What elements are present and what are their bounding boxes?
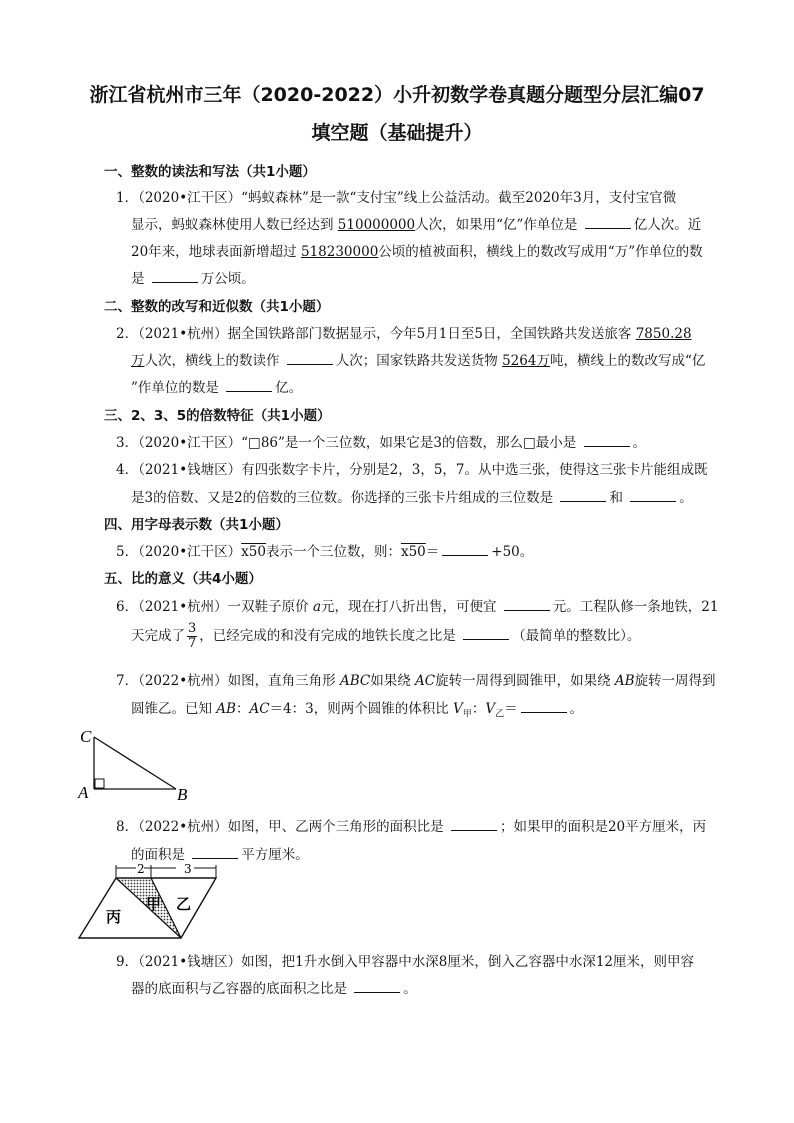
- segment-label-3: 3: [184, 864, 192, 876]
- q2-underlined-number-2: 5264万: [502, 353, 550, 369]
- q6-blank-2[interactable]: [463, 627, 509, 640]
- section-heading-1: 一、整数的读法和写法（共1小题）: [104, 164, 316, 180]
- q7-line2: 圆锥乙。已知 AB：AC＝4：3，则两个圆锥的体积比 $V_甲$：$V_乙=$ 。: [131, 701, 584, 720]
- q7-triangle-figure: [74, 724, 204, 804]
- region-label-jia: 甲: [146, 895, 162, 913]
- q8-parallelogram-figure: [76, 864, 226, 944]
- q8-line2: 的面积是 平方厘米。: [131, 847, 309, 863]
- q2-line1: 2．（2021•杭州）据全国铁路部门数据显示，今年5月1日至5日，全国铁路共发送旅客 7850.28: [116, 326, 692, 342]
- q4-line1: 4．（2021•钱塘区）有四张数字卡片，分别是2，3，5，7。从中选三张，使得这三张卡片能组成既: [116, 462, 708, 478]
- section-heading-5: 五、比的意义（共4小题）: [104, 571, 262, 587]
- q2-line2: 万人次，横线上的数读作 人次；国家铁路共发送货物 5264万吨，横线上的数改写成“亿: [131, 353, 706, 369]
- q1-line1: 1．（2020•江干区）“蚂蚁森林”是一款“支付宝”线上公益活动。截至2020年3月，支付宝官微: [116, 190, 677, 206]
- vertex-label-b: B: [177, 785, 188, 804]
- q2-line3: ”作单位的数是 亿。: [131, 380, 303, 396]
- q8-blank-1[interactable]: [451, 818, 497, 831]
- q8-blank-2[interactable]: [192, 846, 238, 859]
- doc-title-line2: 填空题（基础提升）: [311, 122, 483, 144]
- q5-line1: 5．（2020•江干区）x50表示一个三位数，则：x50＝ +50。: [116, 544, 534, 560]
- q3-blank[interactable]: [584, 434, 630, 447]
- q6-fraction: $\frac{3}{7}$: [188, 621, 197, 651]
- q1-blank-1[interactable]: [585, 216, 631, 229]
- q8-line1: 8．（2022•杭州）如图，甲、乙两个三角形的面积比是 ；如果甲的面积是20平方厘米，丙: [116, 819, 707, 835]
- q9-line1: 9．（2021•钱塘区）如图，把1升水倒入甲容器中水深8厘米，倒入乙容器中水深12厘米，则甲容: [116, 954, 695, 970]
- q2-underlined-number: 7850.28: [635, 326, 692, 342]
- q3-line1: 3．（2020•江干区）“□86”是一个三位数，如果它是3的倍数，那么□最小是 。: [116, 435, 647, 451]
- q1-underlined-number-2: 518230000: [300, 244, 379, 260]
- q4-blank-1[interactable]: [560, 489, 606, 502]
- section-heading-2: 二、整数的改写和近似数（共1小题）: [104, 299, 330, 315]
- q1-line4: 是 万公顷。: [131, 271, 255, 287]
- q4-blank-2[interactable]: [630, 489, 676, 502]
- region-label-bing: 丙: [106, 908, 122, 926]
- q5-blank[interactable]: [442, 543, 488, 556]
- q1-line2: 显示，蚂蚁森林使用人数已经达到 510000000人次，如果用“亿”作单位是 亿人次。近: [131, 217, 702, 233]
- q7-line1: 7．（2022•杭州）如图，直角三角形 ABC如果绕 AC旋转一周得到圆锥甲，如果绕 AB旋转一周得到: [116, 673, 716, 689]
- q2-blank-2[interactable]: [226, 379, 272, 392]
- q1-underlined-number: 510000000: [337, 217, 416, 233]
- q9-blank[interactable]: [354, 980, 400, 993]
- q7-blank[interactable]: [521, 700, 567, 713]
- region-label-yi: 乙: [176, 895, 192, 913]
- q6-blank-1[interactable]: [504, 598, 550, 611]
- q5-overline-number-2: x50: [400, 544, 426, 560]
- q5-overline-number: x50: [241, 544, 266, 560]
- q1-blank-2[interactable]: [152, 270, 198, 283]
- q1-line3: 20年来，地球表面新增超过 518230000公顷的植被面积，横线上的数改写成用“万”作单位的数: [131, 244, 703, 260]
- q2-blank-1[interactable]: [287, 352, 333, 365]
- vertex-label-c: C: [80, 727, 92, 746]
- q6-line1: 6．（2021•杭州）一双鞋子原价 a元，现在打八折出售，可便宜 元。工程队修一条地铁，21: [116, 599, 719, 615]
- q6-line2: 天完成了 $\frac{3}{7}$ ，已经完成的和没有完成的地铁长度之比是 （最简单的整数比）。: [131, 621, 641, 651]
- segment-label-2: 2: [137, 864, 145, 876]
- section-heading-3: 三、2、3、5的倍数特征（共1小题）: [104, 408, 331, 424]
- section-heading-4: 四、用字母表示数（共1小题）: [104, 517, 289, 533]
- vertex-label-a: A: [78, 783, 89, 802]
- q9-line2: 器的底面积与乙容器的底面积之比是 。: [131, 981, 417, 997]
- doc-title-line1: 浙江省杭州市三年（2020-2022）小升初数学卷真题分题型分层汇编07: [89, 84, 705, 106]
- q4-line2: 是3的倍数、又是2的倍数的三位数。你选择的三张卡片组成的三位数是 和 。: [131, 490, 693, 506]
